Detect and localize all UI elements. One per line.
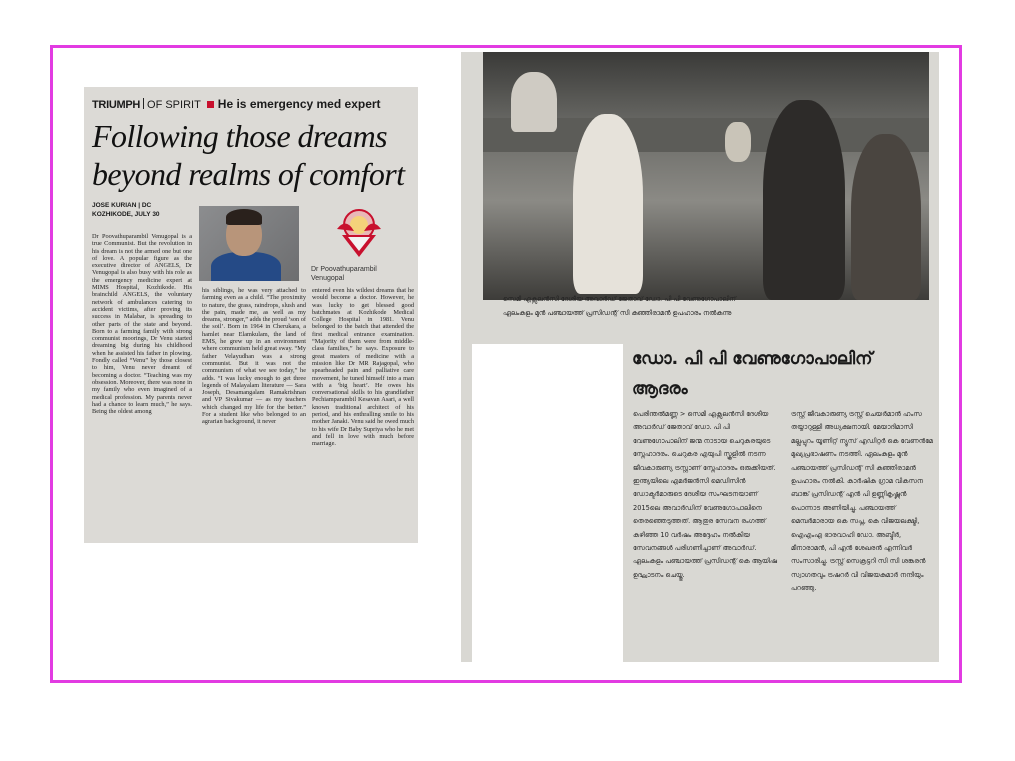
headline: Following those dreams beyond realms of comfort <box>92 118 405 192</box>
article-ml-column-1: പെരിന്തൽമണ്ണ > സെമി എക്സലൻസി ദേശീയ അവാർഡ് ജേതാവ് ഡോ. പി പി വേണുഗോപാലിന് ജന്മ നാടായ ചെറുകരയുടെ സ്നേഹാദരം. ചെറുകര എയുപി സ്കൂളിൽ നടന്ന ജീവകാരുണ്യ ട്രസ്റ്റാണ് സ്നേഹാദരം ഒരുക്കിയത്. ഇന്ത്യയിലെ എമർജൻസി മെഡിസിൻ ഡോക്ടർമാരുടെ ദേശീയ സംഘടനയാണ് 2015ലെ അവാർഡിന് വേണുഗോപാലിനെ തെരഞ്ഞെടുത്തത്. ആതുര സേവന രംഗത്ത് കഴിഞ്ഞ 10 വർഷം അദ്ദേഹം നൽകിയ സേവനങ്ങൾ പരിഗണിച്ചാണ് അവാർഡ്. ഏലംകുളം പഞ്ചായത്ത് പ്രസിഡന്റ് കെ ആയിഷ ഉദ്ഘാടനം ചെയ്തു. <box>633 410 778 579</box>
portrait-hair <box>226 209 262 225</box>
blank-area <box>472 344 623 662</box>
photo-trophy <box>725 122 751 162</box>
kicker-series: TRIUMPH <box>92 99 141 111</box>
angels-logo-icon <box>334 205 384 261</box>
photo-caption-line2: ഏലംകുളം മുൻ പഞ്ചായത്ത് പ്രസിഡന്റ് സി കുഞ്ഞിരാമൻ ഉപഹാരം നൽകുന്നു <box>503 309 732 317</box>
article-column-3: entered even his wildest dreams that he would become a doctor. However, he was lucky to get blessed good batchmates at Kozhikode Medical College Hospital in 1981. Venu belonged to the batch that attended the first medical entrance examination. “Majority of them were from middle-class families,” he says. Exposure to great masters of medicine with a mission like Dr MR Rajagopal, who spearheaded pain and palliative care movement, he tuned himself into a man with a ‘big heart’. He owes his conversational skills to his grandfather Pechiamparambil Kesavan Asari, a well known traditional architect of his period, and his enthralling smile to his mother Janaki. Venu said he owed much to his wife Dr Baby Supriya who he met and fell in love with much before marriage. <box>312 287 414 448</box>
kicker <box>92 97 381 111</box>
byline-dateline: KOZHIKODE, JULY 30 <box>92 211 160 218</box>
kicker-sub: OF SPIRIT <box>147 99 201 111</box>
headline-ml <box>632 344 932 404</box>
red-square-icon <box>207 101 214 108</box>
english-news-clipping <box>84 87 418 543</box>
photo-person-elder <box>573 114 643 294</box>
photo-caption-ml <box>503 292 923 320</box>
portrait-photo <box>199 206 299 281</box>
photo-person-awardee <box>763 100 845 300</box>
photo-caption: Dr Poovathuparambil Venugopal <box>311 266 377 282</box>
headline-ml-line2: ആദരം <box>632 379 688 399</box>
kicker-divider <box>143 98 144 109</box>
article-column-2: his siblings, he was very attached to farming even as a child. “The proximity to nature, the grass, raindrops, slush and the pain, made me, as well as my dreams, stronger,” adds the proud ‘son of the soil’. Born in 1964 in Cherukara, a hamlet near Elamkulam, the land of EMS, he grew up in an environment where communism held great sway. “My father Velayudhan was a strong communist. But it was not the communism of what we see today,” he adds. “I was lucky enough to get three legends of Malayalam literature — Sara Joseph, Desamangalam Ramakrishnan and VP Sivakumar — as my teachers which changed my life for the better.” For a student like who belonged to an agrarian background, it never <box>202 287 306 426</box>
article-ml-column-2: ട്രസ്റ്റ് ജീവകാരുണ്യ ട്രസ്റ്റ് ചെയർമാൻ ഹംസ തയ്യാറുള്ളി അധ്യക്ഷനായി. മേയാദിമാസി മല്ലപ്പുറം യൂണിറ്റ് ന്യൂസ് എഡിറ്റർ കെ വേണൻമേ മുഖ്യപ്രഭാഷണം നടത്തി. ഏലംകുളം മുൻ പഞ്ചായത്ത് പ്രസിഡന്റ് സി കുഞ്ഞിരാമൻ ഉപഹാരം നൽകി. കാർഷിക ഗ്രാമ വികസന ബാങ്ക് പ്രസിഡന്റ് എൻ പി ഉണ്ണികൃഷ്ണൻ പൊന്നാട അണിയിച്ചു. പഞ്ചായത്ത് മെമ്പർമാരായ കെ സപ്ന, കെ വിജയലക്ഷ്മി, ഐഎംഎ ഭാരവാഹി ഡോ. അബ്ദീർ, മീനാരാമൻ, പി എൻ ശേഖരൻ എന്നിവർ സംസാരിച്ചു. ട്രസ്റ്റ് സെക്രട്ടറി സി സി ശങ്കരൻ സ്വാഗതവും ട്രഷറർ വി വിജയകുമാർ നന്ദിയും പറഞ്ഞു. <box>791 410 933 593</box>
article-column-1: Dr Poovathuparambil Venugopal is a true Communist. But the revolution in his dream is not the armed one but one of love. A popular figure as the executive director of ANGELS, Dr Venugopal is also busy with his role as the emergency medicine expert at MIMS Hospital, Kozhikode. His brainchild ANGELS, the voluntary network of ambulances catering to accident victims, after proving its success in Malabar, is spreading to other parts of the state and beyond. Born to a farming family with strong communist moorings, Dr Venu started dreaming big during his childhood when he assisted his father in plowing. Fondly called “Venu” by those closest to him, Venu never dreamt of becoming a doctor. “Teaching was my obsession. Moreover, there was none in my family who even imagined of a medical profession. My parents never had a chance to learn much,” he says. Being the oldest among <box>92 233 192 416</box>
portrait-body <box>211 252 281 281</box>
headline-ml-line1: ഡോ. പി പി വേണുഗോപാലിന് <box>632 349 873 369</box>
award-photo <box>483 52 929 300</box>
photo-person-right <box>851 134 921 300</box>
byline-author: JOSE KURIAN | DC <box>92 202 152 209</box>
photo-person-left <box>511 72 557 132</box>
kicker-title: He is emergency med expert <box>217 97 381 111</box>
photo-caption-line1: സെമി എക്സലൻസി ദേശീയ അവാർഡ് ജേതാവ് ഡോ. പി പി വേണുഗോപാലിന് <box>503 295 736 303</box>
byline <box>92 201 160 219</box>
